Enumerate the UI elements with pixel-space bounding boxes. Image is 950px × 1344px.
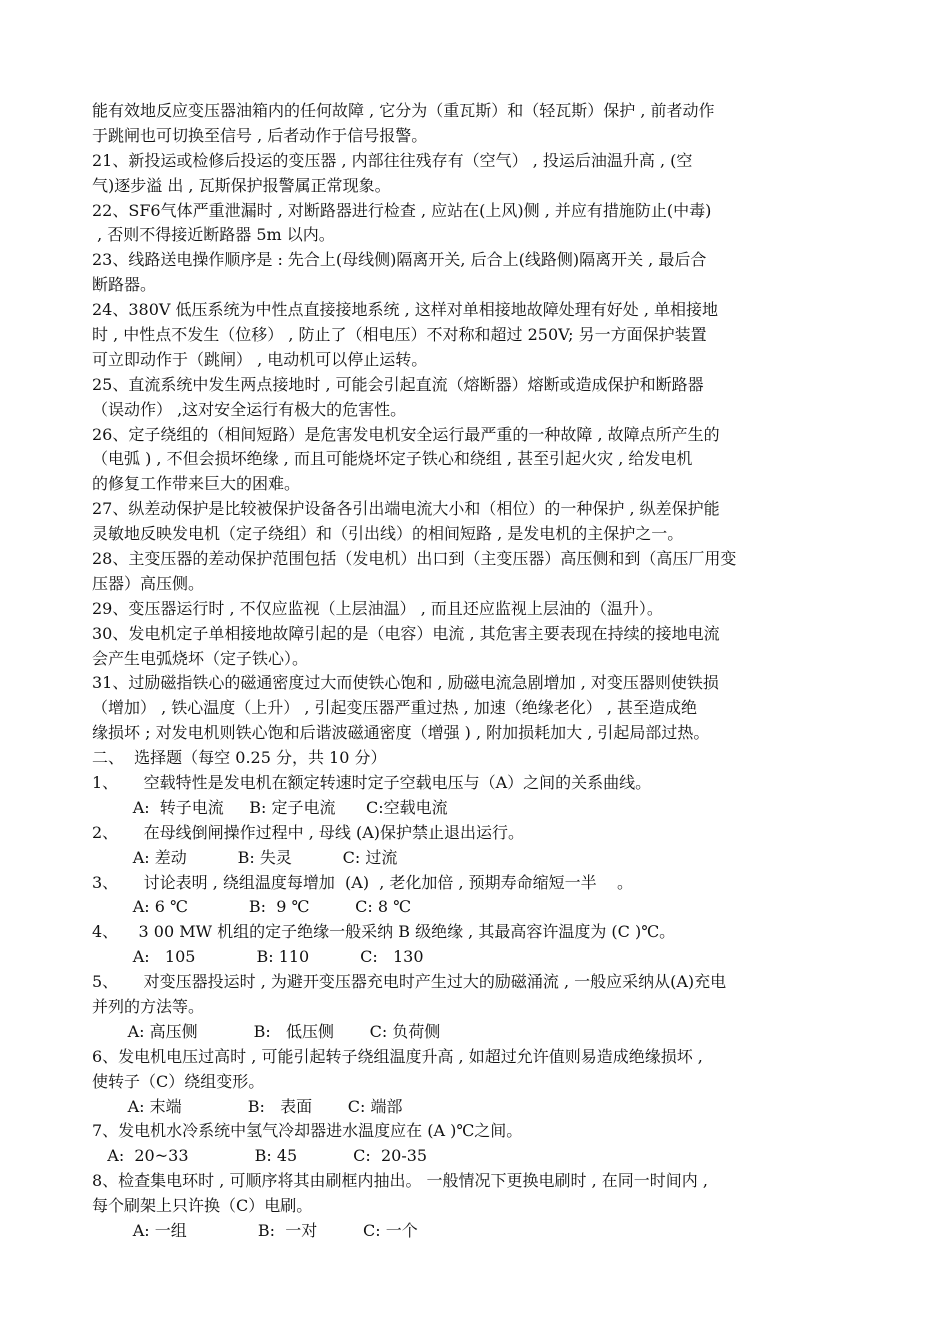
text-line: 24、380V 低压系统为中性点直接接地系统 , 这样对单相接地故障处理有好处 , 单相接地 bbox=[92, 300, 719, 319]
text-line: 的修复工作带来巨大的困难。 bbox=[92, 474, 301, 493]
text-line: 25、直流系统中发生两点接地时 , 可能会引起直流（熔断器）熔断或造成保护和断路器 bbox=[92, 375, 704, 394]
text-line: 能有效地反应变压器油箱内的任何故障 , 它分为（重瓦斯）和（轻瓦斯）保护 , 前者动作 bbox=[92, 101, 715, 120]
text-line: 时 , 中性点不发生（位移） , 防止了（相电压）不对称和超过 250V; 另一方面保护装置 bbox=[92, 325, 707, 344]
text-line: A: 6 ℃ B: 9 ℃ C: 8 ℃ bbox=[92, 897, 412, 916]
text-line: 二、 选择题（每空 0.25 分，共 10 分） bbox=[92, 748, 387, 767]
text-line: 压器）高压侧。 bbox=[92, 574, 205, 593]
text-line: 4、 3 00 MW 机组的定子绝缘一般采纳 B 级绝缘 , 其最高容许温度为 (C )℃。 bbox=[92, 922, 676, 941]
text-line: A: 高压侧 B: 低压侧 C: 负荷侧 bbox=[92, 1022, 441, 1041]
text-line: 缘损坏 ; 对发电机则铁心饱和后谐波磁通密度（增强 ) , 附加损耗加大 , 引起局部过热。 bbox=[92, 723, 710, 742]
text-line: 6、发电机电压过高时 , 可能引起转子绕组温度升高 , 如超过允许值则易造成绝缘损坏 , bbox=[92, 1047, 703, 1066]
text-line: 断路器。 bbox=[92, 275, 157, 294]
text-line: 27、纵差动保护是比较被保护设备各引出端电流大小和（相位）的一种保护 , 纵差保护能 bbox=[92, 499, 720, 518]
text-line: 5、 对变压器投运时 , 为避开变压器充电时产生过大的励磁涌流 , 一般应采纳从(A)充电 bbox=[92, 972, 727, 991]
text-line: A: 末端 B: 表面 C: 端部 bbox=[92, 1097, 403, 1116]
text-line: 可立即动作于（跳闸） , 电动机可以停止运转。 bbox=[92, 350, 428, 369]
text-line: 使转子（C）绕组变形。 bbox=[92, 1072, 265, 1091]
text-line: 灵敏地反映发电机（定子绕组）和（引出线）的相间短路 , 是发电机的主保护之一。 bbox=[92, 524, 684, 543]
text-line: , 否则不得接近断路器 5m 以内。 bbox=[92, 225, 335, 244]
text-line: 并列的方法等。 bbox=[92, 997, 205, 1016]
text-line: 28、主变压器的差动保护范围包括（发电机）出口到（主变压器）高压侧和到（高压厂用变 bbox=[92, 549, 737, 568]
text-line: A: 105 B: 110 C: 130 bbox=[92, 947, 424, 966]
text-line: 29、变压器运行时 , 不仅应监视（上层油温） , 而且还应监视上层油的（温升）。 bbox=[92, 599, 663, 618]
text-line: （误动作） ,这对安全运行有极大的危害性。 bbox=[92, 400, 407, 419]
text-line: 30、发电机定子单相接地故障引起的是（电容）电流 , 其危害主要表现在持续的接地电流 bbox=[92, 624, 720, 643]
text-line: （电弧 ) , 不但会损坏绝缘 , 而且可能烧坏定子铁心和绕组 , 甚至引起火灾 , 给发电机 bbox=[92, 449, 693, 468]
text-line: 21、新投运或检修后投运的变压器 , 内部往往残存有（空气） , 投运后油温升高 , (空 bbox=[92, 151, 693, 170]
text-line: A: 转子电流 B: 定子电流 C:空载电流 bbox=[92, 798, 448, 817]
text-line: 26、定子绕组的（相间短路）是危害发电机安全运行最严重的一种故障 , 故障点所产生的 bbox=[92, 425, 720, 444]
text-line: 2、 在母线倒闸操作过程中 , 母线 (A)保护禁止退出运行。 bbox=[92, 823, 524, 842]
text-line: 会产生电弧烧坏（定子铁心）。 bbox=[92, 649, 309, 668]
text-line: 气)逐步溢 出 , 瓦斯保护报警属正常现象。 bbox=[92, 176, 391, 195]
text-line: 7、发电机水冷系统中氢气冷却器进水温度应在 (A )℃之间。 bbox=[92, 1121, 523, 1140]
text-line: A: 差动 B: 失灵 C: 过流 bbox=[92, 848, 398, 867]
text-line: 每个刷架上只许换（C）电刷。 bbox=[92, 1196, 313, 1215]
text-line: A: 20~33 B: 45 C: 20-35 bbox=[92, 1146, 428, 1165]
text-line: 22、SF6气体严重泄漏时 , 对断路器进行检查 , 应站在(上风)侧 , 并应有措施防止(中毒) bbox=[92, 201, 712, 220]
text-line: （增加） , 铁心温度（上升） , 引起变压器严重过热 , 加速（绝缘老化） , 甚至造成绝 bbox=[92, 698, 698, 717]
text-line: 31、过励磁指铁心的磁通密度过大而使铁心饱和 , 励磁电流急剧增加 , 对变压器则使铁损 bbox=[92, 673, 719, 692]
text-line: 23、线路送电操作顺序是 : 先合上(母线侧)隔离开关, 后合上(线路侧)隔离开关 , 最后合 bbox=[92, 250, 707, 269]
text-line: A: 一组 B: 一对 C: 一个 bbox=[92, 1221, 418, 1240]
text-line: 于跳闸也可切换至信号 , 后者动作于信号报警。 bbox=[92, 126, 428, 145]
text-line: 1、 空载特性是发电机在额定转速时定子空载电压与（A）之间的关系曲线。 bbox=[92, 773, 652, 792]
text-line: 8、检查集电环时 , 可顺序将其由刷框内抽出。 一般情况下更换电刷时 , 在同一时间内 , bbox=[92, 1171, 708, 1190]
text-line: 3、 讨论表明 , 绕组温度每增加 (A) , 老化加倍 , 预期寿命缩短一半 。 bbox=[92, 873, 634, 892]
